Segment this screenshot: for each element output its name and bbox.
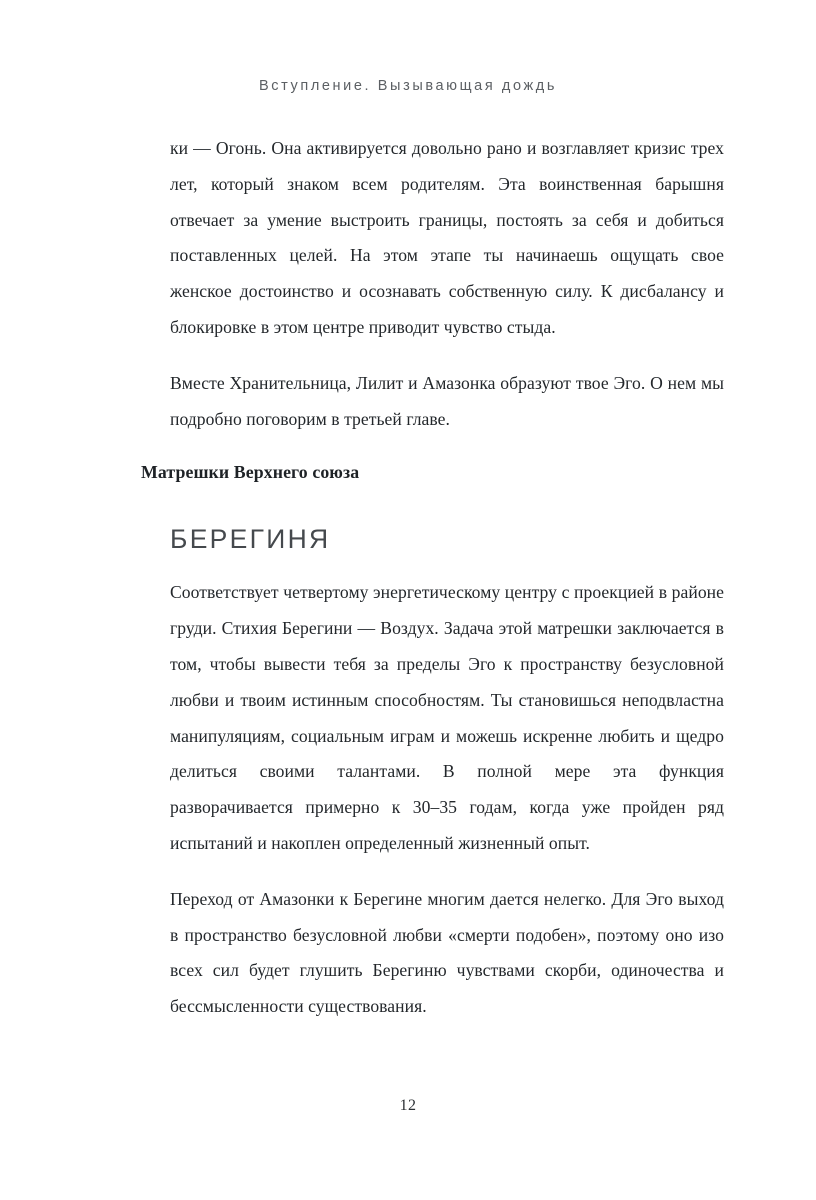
paragraph: Переход от Амазонки к Берегине многим дается нелегко. Для Эго выход в пространство безусловной любви «смерти подобен», поэтому оно изо всех сил будет глушить Берегиню чувствами скорби, одиночества и бессмысленности существования. — [170, 888, 724, 1017]
running-head: Вступление. Вызывающая дождь — [259, 78, 557, 94]
sub-heading: Матрешки Верхнего союза — [141, 462, 360, 483]
paragraph: ки — Огонь. Она активируется довольно рано и возглавляет кризис трех лет, который знаком всем родителям. Эта воинственная барышня отвечает за умение выстроить границы, постоять за себя и добиться поставленных целей. На этом этапе ты начинаешь ощущать свое женское достоинство и осознавать собственную силу. К дисбалансу и блокировке в этом центре приводит чувство стыда. — [170, 138, 724, 337]
section-heading: БЕРЕГИНЯ — [170, 524, 331, 555]
page-number: 12 — [399, 1097, 417, 1114]
paragraph: Вместе Хранительница, Лилит и Амазонка образуют твое Эго. О нем мы подробно поговорим в третьей главе. — [170, 372, 724, 429]
paragraph: Соответствует четвертому энергетическому центру с проекцией в районе груди. Стихия Берегини — Воздух. Задача этой матрешки заключается в том, чтобы вывести тебя за пределы Эго к пространству безусловной любви и твоим истинным способностям. Ты становишься неподвластна манипуляциям, социальным играм и можешь искренне любить и щедро делиться своими талантами. В полной мере эта функция разворачивается примерно к 30–35 годам, когда уже пройден ряд испытаний и накоплен определенный жизненный опыт. — [170, 582, 724, 853]
text-column — [141, 131, 724, 1025]
